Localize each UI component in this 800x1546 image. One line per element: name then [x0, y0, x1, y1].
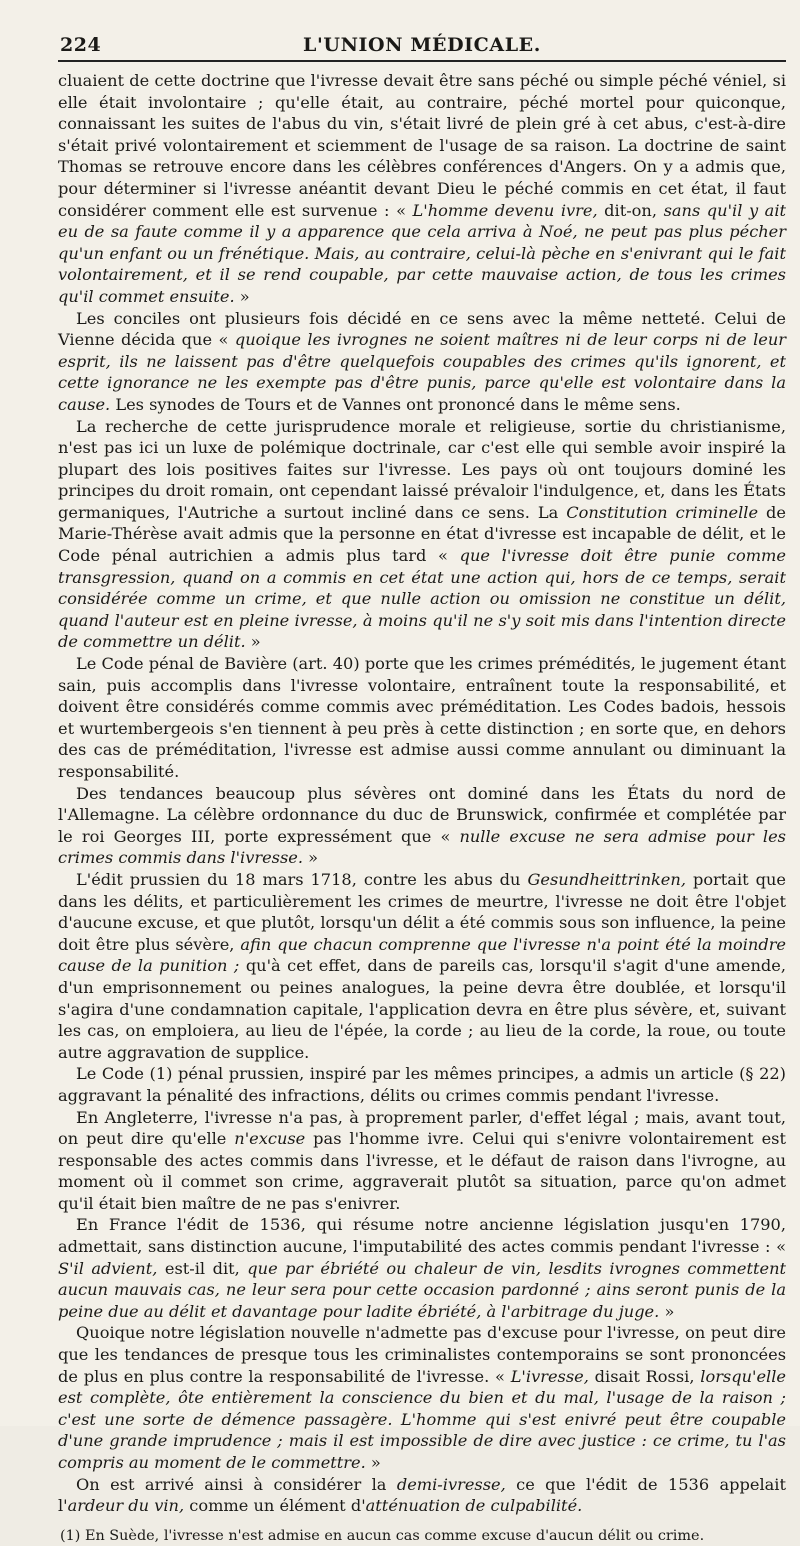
italic-run: quoique les ivrognes ne soient maîtres ni de leur corps ni de leur esprit, ils ne laissent pas d'être quelquefois coupables des crimes qu'ils ignorent, et cette ignorance ne les exempte pas d'être punis, parce qu'elle est volontaire dans la cause. [58, 330, 786, 414]
paragraph [58, 1107, 786, 1215]
paragraph [58, 653, 786, 783]
paragraph [58, 416, 786, 654]
text-run: » [365, 1453, 381, 1472]
paragraph [58, 70, 786, 308]
text-run: cluaient de cette doctrine que l'ivresse devait être sans péché ou simple péché véniel, si elle était involontaire ; qu'elle était, au contraire, péché mortel pour quiconque, connaissant les suites de l'abus du vin, s'était livré de plein gré à cet abus, c'est-à-dire s'était privé volontairement et sciemment de l'usage de sa raison. La doctrine de saint Thomas se retrouve encore dans les célèbres conférences d'Angers. On y a admis que, pour déterminer si l'ivresse anéantit devant Dieu le péché commis en cet état, il faut considérer comment elle est survenue : « [58, 71, 786, 220]
paragraph [58, 1322, 786, 1473]
text-run: Le Code (1) pénal prussien, inspiré par les mêmes principes, a admis un article (§ 22) aggravant la pénalité des infractions, délits ou crimes commis pendant l'ivresse. [58, 1064, 786, 1105]
text-run: » [303, 848, 319, 868]
journal-title: L'UNION MÉDICALE. [303, 34, 541, 56]
text-run: » [245, 632, 261, 652]
italic-run: Gesundheittrinken, [527, 869, 686, 889]
text-run: qu'à cet effet, dans de pareils cas, lorsqu'il s'agit d'une amende, d'un emprisonnement ou peines analogues, la peine devra être doublée, et lorsqu'il s'agira d'une condamnation capitale, l'application devra en être plus sévère, et, suivant les cas, on emploiera, au lieu de l'épée, la corde ; au lieu de la corde, la roue, ou toute autre aggravation de supplice. [58, 956, 786, 1062]
italic-run: nulle excuse ne sera admise pour les crimes commis dans l'ivresse. [58, 826, 786, 868]
running-head [58, 30, 786, 62]
italic-run: que l'ivresse doit être punie comme transgression, quand on a commis en cet état une action qui, hors de ce temps, serait considérée comme un crime, et que nulle action ou omission ne constitue un délit, quand l'auteur est en pleine ivresse, à moins qu'il ne s'y soit mis dans l'intention directe de commettre un délit. [58, 546, 786, 652]
italic-run: lorsqu'elle est complète, ôte entièrement la conscience du bien et du mal, l'usage de la raison ; c'est une sorte de démence passagère. L'homme qui s'est enivré peut être coupable d'une grande imprudence ; mais il est impossible de dire avec justice : ce crime, tu l'as compris au moment de le commettre. [58, 1366, 786, 1472]
text-run: est-il dit, [157, 1258, 248, 1278]
italic-run: L'ivresse, [510, 1366, 589, 1386]
italic-run: L'homme devenu ivre, [412, 200, 598, 220]
italic-run: n'excuse [234, 1129, 306, 1149]
paragraph [58, 783, 786, 869]
italic-run: demi-ivresse, [396, 1474, 506, 1494]
paragraph [58, 1214, 786, 1322]
text-run: pas l'homme ivre. Celui qui s'enivre volontairement est responsable des actes commis dans l'ivresse, et le défaut de raison dans l'ivrogne, au moment où il commet son crime, aggraverait plutôt sa situation, parce qu'on admet qu'il était bien maître de ne pas s'enivrer. [58, 1129, 786, 1213]
footnote: (1) En Suède, l'ivresse n'est admise en aucun cas comme excuse d'aucun délit ou crime. [60, 1527, 705, 1544]
paragraph [58, 308, 786, 416]
text-run: » [234, 286, 250, 306]
text-run: dit-on, [597, 200, 664, 220]
italic-run: afin que chacun comprenne que l'ivresse n'a point été la moindre cause de la punition ; [58, 934, 787, 976]
paragraph [58, 1063, 786, 1106]
italic-run: atténuation de culpabilité. [365, 1496, 583, 1516]
text-run: Quoique notre législation nouvelle n'admette pas d'excuse pour l'ivresse, on peut dire que les tendances de presque tous les criminalistes contemporains se sont prononcées de plus en plus contre la responsabilité de l'ivresse. « [58, 1323, 786, 1386]
text-run: L'édit prussien du 18 mars 1718, contre les abus du [76, 869, 528, 889]
page-number: 224 [60, 34, 102, 56]
italic-run: S'il advient, [58, 1258, 158, 1278]
text-run: portait que dans les délits, et particulièrement les crimes de meurtre, l'ivresse ne doit être l'objet d'aucune excuse, et que plutôt, lorsqu'un délit a été commis sous son influence, la peine doit être plus sévère, [58, 869, 786, 954]
text-run: Les conciles ont plusieurs fois décidé en ce sens avec la même netteté. Celui de Vienne décida que « [58, 308, 786, 350]
italic-run: sans qu'il y ait eu de sa faute comme il y a apparence que cela arriva à Noé, ne peut pas plus pécher qu'un enfant ou un frénétique. Mais, au contraire, celui-là pèche en s'enivrant qui le fait volontairement, et il se rend coupable, par cette mauvaise action, de tous les crimes qu'il commet ensuite. [58, 200, 786, 306]
text-run: ce que l'édit de 1536 appelait l' [58, 1474, 786, 1516]
italic-run: Constitution criminelle [566, 502, 759, 522]
italic-run: ardeur du vin, [67, 1496, 185, 1516]
italic-run: que par ébriété ou chaleur de vin, lesdits ivrognes commettent aucun mauvais cas, ne leur sera pour cette occasion pardonné ; ains seront punis de la peine due au délit et davantage pour ladite ébriété, à l'arbitrage du juge. [58, 1258, 787, 1321]
text-run: En Angleterre, l'ivresse n'a pas, à proprement parler, d'effet légal ; mais, avant tout, on peut dire qu'elle [58, 1107, 786, 1149]
text-run: » [659, 1301, 675, 1321]
text-run: de Marie-Thérèse avait admis que la personne en état d'ivresse est incapable de délit, et le Code pénal autrichien a admis plus tard « [58, 502, 786, 566]
text-run: Le Code pénal de Bavière (art. 40) porte que les crimes prémédités, le jugement étant sain, puis accomplis dans l'ivresse volontaire, entraînent toute la responsabilité, et doivent être considérés comme commis avec préméditation. Les Codes badois, hessois et wurtembergeois s'en tiennent à peu près à cette distinction ; en sorte que, en dehors des cas de préméditation, l'ivresse est admise aussi comme annulant ou diminuant la responsabilité. [58, 654, 786, 781]
text-run: En France l'édit de 1536, qui résume notre ancienne législation jusqu'en 1790, admettait, sans distinction aucune, l'imputabilité des actes commis pendant l'ivresse : « [58, 1215, 786, 1257]
text-run: comme un élément d' [184, 1496, 366, 1516]
text-run: disait Rossi, [588, 1366, 701, 1386]
article-body [58, 70, 786, 1517]
text-run: On est arrivé ainsi à considérer la [76, 1474, 397, 1494]
text-run: La recherche de cette jurisprudence morale et religieuse, sortie du christianisme, n'est pas ici un luxe de polémique doctrinale, car c'est elle qui semble avoir inspiré la plupart des lois positives faites sur l'ivresse. Les pays où ont toujours dominé les principes du droit romain, ont cependant laissé prévaloir l'indulgence, et, dans les États germaniques, l'Autriche a surtout incliné dans ce sens. La [58, 416, 786, 522]
text-run: Les synodes de Tours et de Vannes ont prononcé dans le même sens. [110, 394, 681, 414]
paragraph [58, 869, 786, 1063]
text-run: Des tendances beaucoup plus sévères ont dominé dans les États du nord de l'Allemagne. La célèbre ordonnance du duc de Brunswick, confirmée et complétée par le roi Georges III, porte expressément que « [58, 783, 786, 846]
paragraph [58, 1474, 786, 1517]
